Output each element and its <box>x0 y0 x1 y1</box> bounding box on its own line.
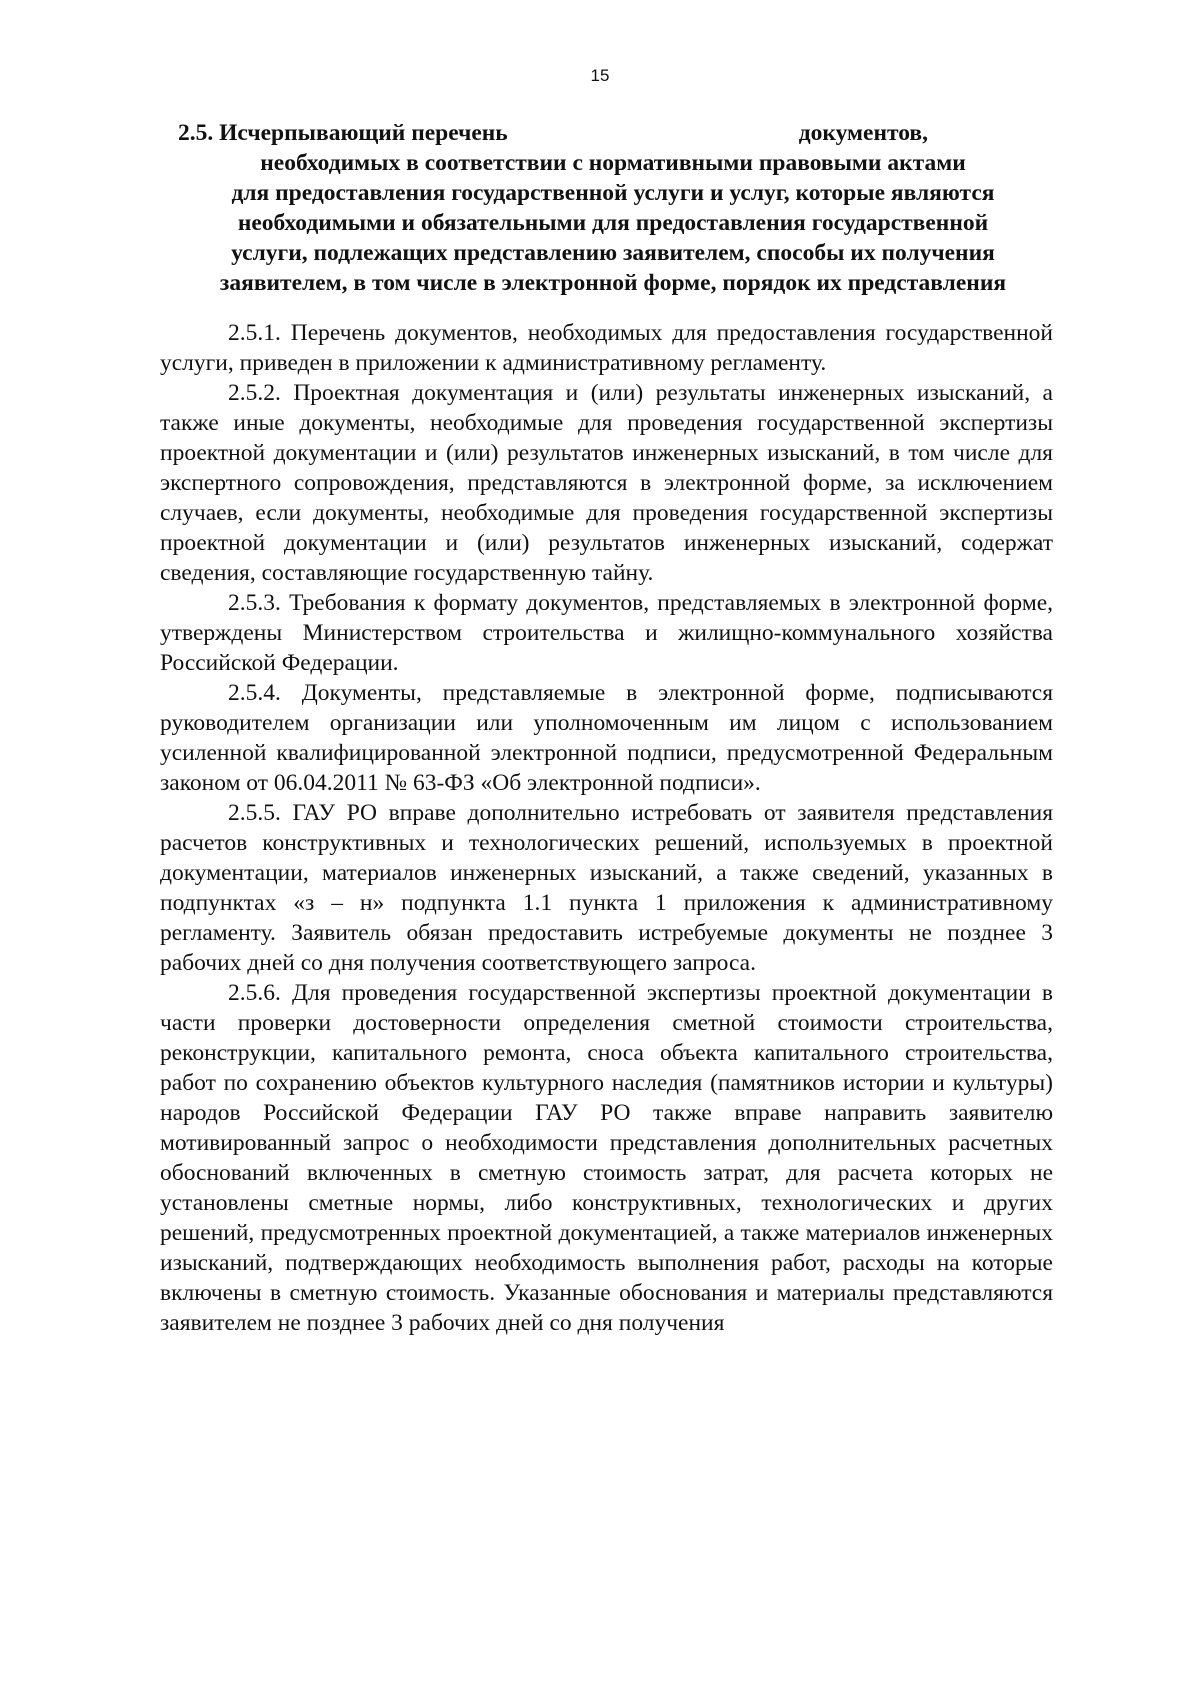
page-number: 15 <box>590 66 610 85</box>
paragraph-2-5-6: 2.5.6. Для проведения государственной экспертизы проектной документации в части проверки достоверности определения сметной стоимости строительства, реконструкции, капитального ремонта, сноса объекта капитального строительства, работ по сохранению объектов культурного наследия (памятников истории и культуры) народов Российской Федерации ГАУ РО также вправе направить заявителю мотивированный запрос о необходимости представления дополнительных расчетных обоснований включенных в сметную стоимость затрат, для расчета которых не установлены сметные нормы, либо конструктивных, технологических и других решений, предусмотренных проектной документацией, а также материалов инженерных изысканий, подтверждающих необходимость выполнения работ, расходы на которые включены в сметную стоимость. Указанные обоснования и материалы представляются заявителем не позднее 3 рабочих дней со дня получения <box>160 980 1053 1336</box>
heading-line: заявителем, в том числе в электронной форме, порядок их представления <box>219 270 1007 296</box>
heading-line: необходимых в соответствии с нормативными правовыми актами <box>260 150 966 176</box>
heading-line: необходимыми и обязательными для предоставления государственной <box>237 210 989 236</box>
paragraph-2-5-3: 2.5.3. Требования к формату документов, представляемых в электронной форме, утверждены Министерством строительства и жилищно-коммунального хозяйства Российской Федерации. <box>160 590 1053 676</box>
section-heading <box>178 118 1048 298</box>
paragraph-2-5-2: 2.5.2. Проектная документация и (или) результаты инженерных изысканий, а также иные документы, необходимые для проведения государственной экспертизы проектной документации и (или) результатов инженерных изысканий, в том числе для экспертного сопровождения, представляются в электронной форме, за исключением случаев, если документы, необходимые для проведения государственной экспертизы проектной документации и (или) результатов инженерных изысканий, содержат сведения, составляющие государственную тайну. <box>160 380 1053 586</box>
heading-line: для предоставления государственной услуги и услуг, которые являются <box>231 180 995 206</box>
body-text <box>160 318 1053 1338</box>
paragraph-2-5-4: 2.5.4. Документы, представляемые в электронной форме, подписываются руководителем организации или уполномоченным им лицом с использованием усиленной квалифицированной электронной подписи, предусмотренной Федеральным законом от 06.04.2011 № 63-ФЗ «Об электронной подписи». <box>160 680 1053 796</box>
paragraph-2-5-1: 2.5.1. Перечень документов, необходимых для предоставления государственной услуги, приведен в приложении к административному регламенту. <box>160 320 1053 376</box>
heading-line-1 <box>178 118 1048 148</box>
heading-line-1-right: документов, <box>798 120 928 146</box>
heading-line-1-left: 2.5. Исчерпывающий перечень <box>178 120 508 146</box>
paragraph-2-5-5: 2.5.5. ГАУ РО вправе дополнительно истребовать от заявителя представления расчетов конструктивных и технологических решений, используемых в проектной документации, материалов инженерных изысканий, а также сведений, указанных в подпунктах «з – н» подпункта 1.1 пункта 1 приложения к административному регламенту. Заявитель обязан предоставить истребуемые документы не позднее 3 рабочих дней со дня получения соответствующего запроса. <box>160 800 1053 976</box>
heading-line: услуги, подлежащих представлению заявителем, способы их получения <box>231 240 995 266</box>
